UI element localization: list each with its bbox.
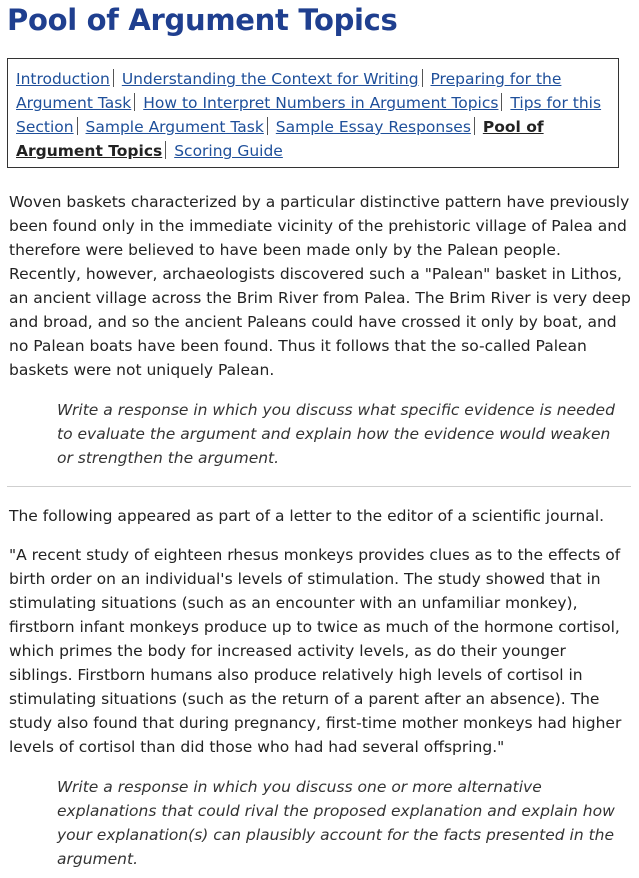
nav-separator xyxy=(267,117,268,135)
nav-link-understanding-context[interactable]: Understanding the Context for Writing xyxy=(121,70,419,88)
page-title: Pool of Argument Topics xyxy=(7,3,398,37)
section-nav xyxy=(7,58,619,168)
nav-link-tips[interactable]: Tips for this Section xyxy=(16,94,602,136)
topic-2-instruction: Write a response in which you discuss one or more alternative explanations that could rival the proposed explanation and explain how your explanation(s) can plausibly account for the facts presented in the argument. xyxy=(57,778,615,868)
nav-separator xyxy=(422,69,423,87)
nav-separator xyxy=(165,141,166,159)
nav-link-interpret-numbers[interactable]: How to Interpret Numbers in Argument Topics xyxy=(143,94,499,112)
nav-separator xyxy=(474,117,475,135)
topic-1-instruction: Write a response in which you discuss what specific evidence is needed to evaluate the argument and explain how the evidence would weaken or strengthen the argument. xyxy=(57,401,615,467)
nav-separator xyxy=(113,69,114,87)
nav-current-pool-of-topics: Pool of Argument Topics xyxy=(16,118,544,160)
topic-2-body: "A recent study of eighteen rhesus monkeys provides clues as to the effects of birth order on an individual's levels of stimulation. The study showed that in stimulating situations (such as an encounter with an unfamiliar monkey), firstborn infant monkeys produce up to twice as much of the hormone cortisol, which primes the body for increased activity levels, as do their younger siblings. Firstborn humans also produce relatively high levels of cortisol in stimulating situations (such as the return of a parent after an absence). The study also found that during pregnancy, first-time mother monkeys had higher levels of cortisol than did those who had had several offspring." xyxy=(9,546,622,756)
nav-link-sample-essay-responses[interactable]: Sample Essay Responses xyxy=(275,118,471,136)
nav-link-sample-argument-task[interactable]: Sample Argument Task xyxy=(85,118,264,136)
nav-link-scoring-guide[interactable]: Scoring Guide xyxy=(174,142,283,160)
nav-link-preparing-argument-task[interactable]: Preparing for the Argument Task xyxy=(16,70,562,112)
topic-2-intro: The following appeared as part of a letter to the editor of a scientific journal. xyxy=(9,507,605,525)
nav-separator xyxy=(134,93,135,111)
nav-separator xyxy=(77,117,78,135)
topic-1-body: Woven baskets characterized by a particular distinctive pattern have previously been found only in the immediate vicinity of the prehistoric village of Palea and therefore were believed to have been made only by the Palean people. Recently, however, archaeologists discovered such a "Palean" basket in Lithos, an ancient village across the Brim River from Palea. The Brim River is very deep and broad, and so the ancient Paleans could have crossed it only by boat, and no Palean boats have been found. Thus it follows that the so-called Palean baskets were not uniquely Palean. xyxy=(9,193,631,379)
nav-separator xyxy=(501,93,502,111)
nav-link-introduction[interactable]: Introduction xyxy=(16,70,110,88)
divider xyxy=(7,486,631,487)
